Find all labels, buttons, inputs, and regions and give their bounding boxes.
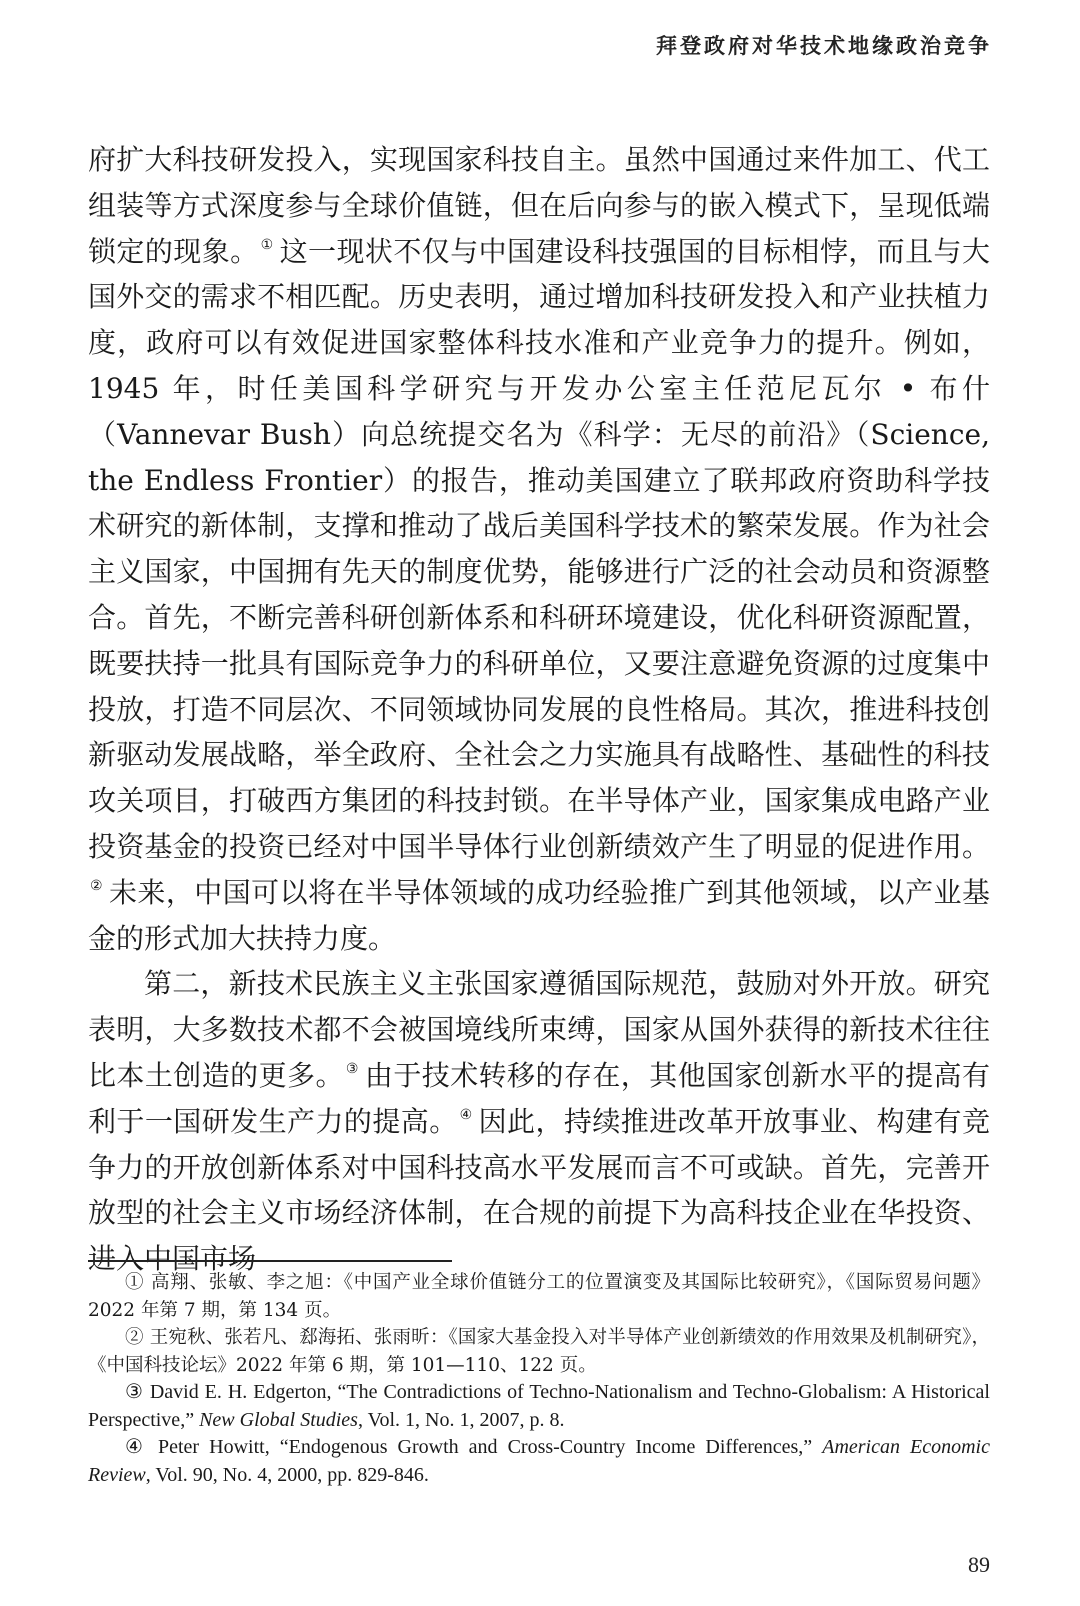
footnote-2: ② 王宛秋、张若凡、郄海拓、张雨昕：《国家大基金投入对半导体产业创新绩效的作用效果及机制研究》，《中国科技论坛》2022 年第 6 期，第 101—110、122 页。	[88, 1327, 990, 1376]
footnote-divider	[88, 1260, 452, 1262]
footnote-1: ① 高翔、张敏、李之旭：《中国产业全球价值链分工的位置演变及其国际比较研究》，《国际贸易问题》2022 年第 7 期，第 134 页。	[88, 1272, 990, 1321]
paragraph-text: 由于技术转移的存在，其他国家创新水平的提高有利于一国研发生产力的提高。	[88, 1058, 990, 1138]
running-head: 拜登政府对华技术地缘政治竞争	[656, 33, 992, 58]
paragraph-text: 未来，中国可以将在半导体领域的成功经验推广到其他领域，以产业基金的形式加大扶持力度。	[88, 875, 990, 955]
paragraph-text: 因此，持续推进改革开放事业、构建有竞争力的开放创新体系对中国科技高水平发展而言不可或缺。首先，完善开放型的社会主义市场经济体制，在合规的前提下为高科技企业在华投资、进入中国市场	[88, 1104, 990, 1276]
page-number: 89	[968, 1552, 990, 1577]
footnote-ref-3[interactable]: ③	[345, 1060, 359, 1077]
footnotes	[88, 1269, 990, 1489]
footnote-ref-2[interactable]: ②	[90, 877, 103, 894]
paragraph	[88, 961, 990, 1282]
body-text	[88, 137, 990, 1282]
footnote-4-journal: American Economic Review	[88, 1436, 990, 1486]
footnote-4-citation: , Vol. 90, No. 4, 2000, pp. 829-846.	[145, 1463, 429, 1486]
paragraph-text: 这一现状不仅与中国建设科技强国的目标相悖，而且与大国外交的需求不相匹配。历史表明，通过增加科技研发投入和产业扶植力度，政府可以有效促进国家整体科技水准和产业竞争力的提升。例如，1945 年，时任美国科学研究与开发办公室主任范尼瓦尔 • 布什（Vannevar Bush）向总统提交名为《科学：无尽的前沿》（Science, the Endless Frontier）的报告，推动美国建立了联邦政府资助科学技术研究的新体制，支撑和推动了战后美国科学技术的繁荣发展。作为社会主义国家，中国拥有先天的制度优势，能够进行广泛的社会动员和资源整合。首先，不断完善科研创新体系和科研环境建设，优化科研资源配置，既要扶持一批具有国际竞争力的科研单位，又要注意避免资源的过度集中投放，打造不同层次、不同领域协同发展的良性格局。其次，推进科技创新驱动发展战略，举全政府、全社会之力实施具有战略性、基础性的科技攻关项目，打破西方集团的科技封锁。在半导体产业，国家集成电路产业投资基金的投资已经对中国半导体行业创新绩效产生了明显的促进作用。	[88, 234, 990, 863]
paragraph-text: 府扩大科技研发投入，实现国家科技自主。虽然中国通过来件加工、代工组装等方式深度参与全球价值链，但在后向参与的嵌入模式下，呈现低端锁定的现象。	[88, 143, 990, 268]
footnote-ref-1[interactable]: ①	[260, 236, 274, 253]
footnote-4-text: ④ Peter Howitt, “Endogenous Growth and Cross-Country Income Differences,”	[125, 1436, 823, 1458]
footnote-4	[88, 1434, 990, 1489]
footnote-3-citation: , Vol. 1, No. 1, 2007, p. 8.	[357, 1408, 565, 1431]
paragraph-text: 第二，新技术民族主义主张国家遵循国际规范，鼓励对外开放。研究表明，大多数技术都不会被国境线所束缚，国家从国外获得的新技术往往比本土创造的更多。	[88, 967, 990, 1092]
footnote-3-text: ③ David E. H. Edgerton, “The Contradictions of Techno-Nationalism and Techno-Globalism: A Historical Perspective,”	[88, 1381, 990, 1431]
footnote-3	[88, 1379, 990, 1434]
paragraph	[88, 137, 990, 961]
footnote-ref-4[interactable]: ④	[459, 1106, 473, 1123]
footnote-3-journal: New Global Studies	[199, 1408, 358, 1431]
